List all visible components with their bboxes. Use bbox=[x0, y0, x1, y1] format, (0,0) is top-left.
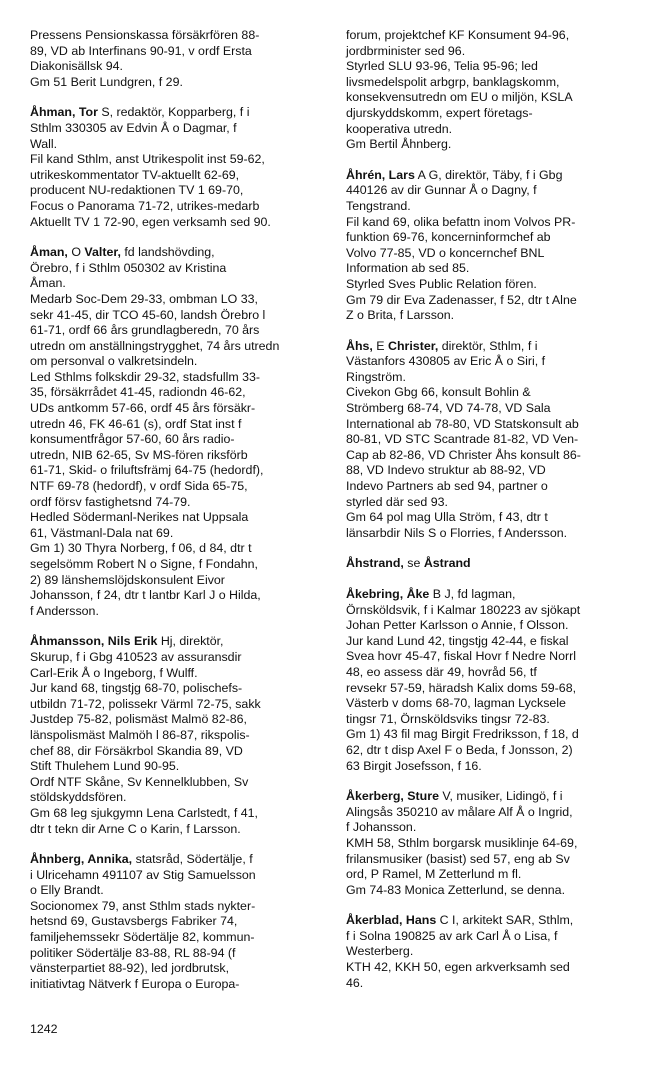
entry-heading-text: direktör, Sthlm, f i bbox=[438, 338, 538, 353]
entry-line: Åman. bbox=[30, 276, 66, 291]
entry-line: konsumentfrågor 57-60, 60 års radio- bbox=[30, 432, 235, 447]
entry-line: kooperativa utredn. bbox=[346, 121, 453, 136]
entry-line: Örnsköldsvik, f i Kalmar 180223 av sjökapt bbox=[346, 602, 581, 617]
entry-line: Focus o Panorama 71-72, utrikes-medarb bbox=[30, 198, 260, 213]
entry-line: chef 88, dir Försäkrbol Skandia 89, VD bbox=[30, 743, 243, 758]
biography-entry bbox=[30, 245, 324, 619]
entry-line: Gm 1) 43 fil mag Birgit Fredriksson, f 18, d bbox=[346, 727, 579, 742]
entry-line: Wall. bbox=[30, 136, 58, 151]
entry-heading-text: C I, arkitekt SAR, Sthlm, bbox=[436, 913, 574, 928]
entry-name: Åhman, Tor bbox=[30, 105, 98, 120]
entry-line: Alingsås 350210 av målare Alf Å o Ingrid, bbox=[346, 804, 573, 819]
entry-line: Örebro, f i Sthlm 050302 av Kristina bbox=[30, 260, 227, 275]
entry-line: Ordf NTF Skåne, Sv Kennelklubben, Sv bbox=[30, 774, 249, 789]
entry-line: f Andersson. bbox=[30, 603, 99, 618]
biography-entry bbox=[346, 913, 638, 991]
entry-line: Gm 64 pol mag Ulla Ström, f 43, dtr t bbox=[346, 510, 548, 525]
entry-line: Västanfors 430805 av Eric Å o Siri, f bbox=[346, 354, 546, 369]
entry-line: 35, försäkrrådet 41-45, radiondn 46-62, bbox=[30, 385, 246, 400]
entry-line: 61-71, ordf 66 års grundlagberedn, 70 års bbox=[30, 323, 260, 338]
entry-heading bbox=[30, 245, 324, 261]
entry-name: Åhmansson, Nils Erik bbox=[30, 634, 158, 649]
entry-line: Svea hovr 45-47, fiskal Hovr f Nedre Norrl bbox=[346, 649, 577, 664]
entry-name: Åkerberg, Sture bbox=[346, 789, 439, 804]
entry-line: NTF 69-78 (hedordf), v ordf Sida 65-75, bbox=[30, 479, 248, 494]
entry-line: Indevo Partners ab sed 94, partner o bbox=[346, 479, 548, 494]
entry-name: Åhrén, Lars bbox=[346, 167, 415, 182]
entry-line: Styrled Sves Public Relation fören. bbox=[346, 276, 537, 291]
entry-line: Jur kand Lund 42, tingstjg 42-44, e fiskal bbox=[346, 633, 569, 648]
entry-name: Åman, bbox=[30, 245, 68, 260]
entry-line: producent NU-redaktionen TV 1 69-70, bbox=[30, 183, 244, 198]
entry-heading-text: B J, fd lagman, bbox=[429, 587, 516, 601]
entry-line: Gm 51 Berit Lundgren, f 29. bbox=[30, 74, 183, 89]
entry-line: utredn 46, FK 46-61 (s), ordf Stat inst f bbox=[30, 416, 242, 431]
entry-line: Hedled Södermanl-Nerikes nat Uppsala bbox=[30, 510, 249, 525]
entry-line: djurskyddskomm, expert företags- bbox=[346, 105, 533, 120]
entry-line: funktion 69-76, koncerninformchef ab bbox=[346, 230, 551, 245]
entry-line: utredn om anställningstrygghet, 74 års utredn bbox=[30, 338, 280, 353]
entry-line: UDs antkomm 57-66, ordf 45 års försäkr- bbox=[30, 401, 256, 416]
page-number: 1242 bbox=[30, 1022, 58, 1036]
entry-line: KMH 58, Sthlm borgarsk musiklinje 64-69, bbox=[346, 835, 578, 850]
entry-heading bbox=[346, 789, 638, 805]
entry-line: Tengstrand. bbox=[346, 198, 411, 213]
entry-line: Z o Brita, f Larsson. bbox=[346, 308, 455, 323]
left-column bbox=[30, 28, 324, 1007]
entry-line: utredn, NIB 62-65, Sv MS-fören riksförb bbox=[30, 447, 248, 462]
entry-line: livsmedelspolit arbgrp, banklagskomm, bbox=[346, 74, 560, 89]
entry-line: Stift Thulehem Lund 90-95. bbox=[30, 759, 180, 774]
entry-line: Information ab sed 85. bbox=[346, 261, 470, 276]
entry-line: utbildn 71-72, polissekr Värml 72-75, sakk bbox=[30, 696, 261, 711]
entry-line: 80-81, VD STC Scantrade 81-82, VD Ven- bbox=[346, 432, 579, 447]
entry-line: Johansson, f 24, dtr t lantbr Karl J o Hilda, bbox=[30, 588, 261, 603]
entry-name: Åkerblad, Hans bbox=[346, 913, 437, 928]
entry-heading bbox=[30, 634, 324, 650]
entry-name: Åhstrand, bbox=[346, 556, 404, 571]
entry-line: frilansmusiker (basist) sed 57, eng ab Sv bbox=[346, 851, 570, 866]
entry-line: Skurup, f i Gbg 410523 av assuransdir bbox=[30, 649, 242, 664]
entry-heading bbox=[30, 105, 324, 121]
biography-entry bbox=[346, 28, 638, 153]
entry-line: ordf försv fastighetsnd 74-79. bbox=[30, 494, 191, 509]
entry-name-part: Valter, bbox=[84, 245, 121, 260]
entry-line: utrikeskommentator TV-aktuellt 62-69, bbox=[30, 167, 240, 182]
entry-line: Socionomex 79, anst Sthlm stads nykter- bbox=[30, 898, 256, 913]
entry-heading-text: statsråd, Södertälje, f bbox=[132, 852, 253, 867]
entry-line: Sthlm 330305 av Edvin Å o Dagmar, f bbox=[30, 120, 237, 135]
entry-line: 61-71, Skid- o friluftsfrämj 64-75 (hedordf), bbox=[30, 463, 264, 478]
entry-line: Fil kand 69, olika befattn inom Volvos PR- bbox=[346, 214, 576, 229]
entry-line: Cap ab 82-86, VD Christer Åhs konsult 86- bbox=[346, 447, 581, 462]
entry-line: Gm 79 dir Eva Zadenasser, f 52, dtr t Alne bbox=[346, 292, 577, 307]
entry-line: forum, projektchef KF Konsument 94-96, bbox=[346, 28, 570, 42]
entry-line: Civekon Gbg 66, konsult Bohlin & bbox=[346, 385, 531, 400]
entry-name: Åhnberg, Annika, bbox=[30, 852, 133, 867]
entry-line: f Johansson. bbox=[346, 820, 417, 835]
biography-entry bbox=[346, 168, 638, 324]
entry-heading bbox=[346, 556, 638, 572]
entry-name-part: Christer, bbox=[388, 338, 439, 353]
entry-heading bbox=[346, 913, 638, 929]
entry-heading bbox=[346, 587, 638, 603]
entry-line: Fil kand Sthlm, anst Utrikespolit inst 59-62, bbox=[30, 152, 265, 167]
entry-line: 63 Birgit Josefsson, f 16. bbox=[346, 758, 482, 773]
biography-entry bbox=[346, 556, 638, 572]
biography-entry bbox=[30, 28, 324, 90]
entry-line: vänsterpartiet 88-92), led jordbrutsk, bbox=[30, 961, 230, 976]
entry-line: Johan Petter Karlsson o Annie, f Olsson. bbox=[346, 618, 569, 633]
entry-line: Medarb Soc-Dem 29-33, ombman LO 33, bbox=[30, 291, 258, 306]
entry-line: Diakonisällsk 94. bbox=[30, 59, 123, 74]
right-column bbox=[346, 28, 638, 1006]
entry-line: länsarbdir Nils S o Florries, f Andersson. bbox=[346, 525, 568, 540]
entry-line: sekr 41-45, dir TCO 45-60, landsh Örebro l bbox=[30, 307, 266, 322]
entry-line: f i Solna 190825 av ark Carl Å o Lisa, f bbox=[346, 928, 558, 943]
entry-line: i Ulricehamn 491107 av Stig Samuelsson bbox=[30, 867, 256, 882]
entry-heading-text: Hj, direktör, bbox=[157, 634, 224, 649]
entry-name: Åkebring, Åke bbox=[346, 587, 430, 601]
entry-line: länspolismäst Malmöh l 86-87, rikspolis- bbox=[30, 727, 250, 742]
entry-line: 61, Västmanl-Dala nat 69. bbox=[30, 525, 174, 540]
entry-line: styrled där sed 93. bbox=[346, 494, 448, 509]
entry-name-part: Åstrand bbox=[423, 556, 471, 571]
entry-line: Jur kand 68, tingstjg 68-70, polischefs- bbox=[30, 681, 243, 696]
entry-line: Gm 68 leg sjukgymn Lena Carlstedt, f 41, bbox=[30, 805, 258, 820]
entry-heading bbox=[346, 339, 638, 355]
entry-line: ord, P Ramel, M Zetterlund m fl. bbox=[346, 867, 522, 882]
entry-line: Västerb v doms 68-70, lagman Lycksele bbox=[346, 696, 566, 711]
biography-entry bbox=[30, 634, 324, 837]
entry-line: stöldskyddsfören. bbox=[30, 790, 127, 805]
entry-heading-text: fd landshövding, bbox=[120, 245, 215, 260]
entry-heading bbox=[30, 852, 324, 868]
entry-line: Gm 1) 30 Thyra Norberg, f 06, d 84, dtr t bbox=[30, 541, 252, 556]
entry-line: dtr t tekn dir Arne C o Karin, f Larsson. bbox=[30, 821, 241, 836]
entry-line: konsekvensutredn om EU o miljön, KSLA bbox=[346, 90, 573, 105]
entry-line: 48, eo assess där 49, hovråd 56, tf bbox=[346, 664, 537, 679]
entry-line: 46. bbox=[346, 975, 364, 990]
entry-line: Pressens Pensionskassa försäkrfören 88- bbox=[30, 28, 260, 42]
entry-line: 89, VD ab Interfinans 90-91, v ordf Ersta bbox=[30, 43, 252, 58]
entry-heading-text: V, musiker, Lidingö, f i bbox=[438, 789, 563, 804]
entry-line: 2) 89 länshemslöjdskonsulent Eivor bbox=[30, 572, 225, 587]
biography-entry bbox=[346, 789, 638, 898]
biography-entry bbox=[346, 587, 638, 774]
entry-line: familjehemssekr Södertälje 82, kommun- bbox=[30, 930, 255, 945]
entry-line: Led Sthlms folkskdir 29-32, stadsfullm 33- bbox=[30, 369, 261, 384]
entry-line: Ringström. bbox=[346, 369, 406, 384]
entry-line: Justdep 75-82, polismäst Malmö 82-86, bbox=[30, 712, 247, 727]
entry-line: Volvo 77-85, VD o koncernchef BNL bbox=[346, 245, 545, 260]
entry-line: Gm Bertil Åhnberg. bbox=[346, 137, 452, 152]
entry-line: 62, dtr t disp Axel F o Beda, f Jonsson, 2) bbox=[346, 742, 573, 757]
entry-line: politiker Södertälje 83-88, RL 88-94 (f bbox=[30, 945, 236, 960]
entry-line: 440126 av dir Gunnar Å o Dagny, f bbox=[346, 183, 537, 198]
entry-line: 88, VD Indevo struktur ab 88-92, VD bbox=[346, 463, 546, 478]
entry-line: KTH 42, KKH 50, egen arkverksamh sed bbox=[346, 960, 570, 975]
entry-line: o Elly Brandt. bbox=[30, 883, 104, 898]
entry-line: jordbrminister sed 96. bbox=[346, 43, 466, 58]
entry-line: Aktuellt TV 1 72-90, egen verksamh sed 90. bbox=[30, 214, 271, 229]
entry-line: initiativtag Nätverk f Europa o Europa- bbox=[30, 976, 240, 991]
entry-heading-text: S, redaktör, Kopparberg, f i bbox=[97, 105, 250, 120]
entry-heading-text: se bbox=[403, 556, 424, 571]
biography-entry bbox=[346, 339, 638, 542]
biography-entry bbox=[30, 105, 324, 230]
entry-line: segelsömm Robert N o Signe, f Fondahn, bbox=[30, 557, 258, 571]
entry-line: Westerberg. bbox=[346, 944, 414, 959]
entry-heading bbox=[346, 168, 638, 184]
entry-heading-text: O bbox=[67, 245, 85, 260]
entry-heading-text: A G, direktör, Täby, f i Gbg bbox=[414, 167, 563, 182]
entry-line: Styrled SLU 93-96, Telia 95-96; led bbox=[346, 59, 538, 74]
entry-line: tingsr 71, Örnsköldsviks tingsr 72-83. bbox=[346, 711, 550, 726]
entry-line: International ab 78-80, VD Statskonsult ab bbox=[346, 416, 579, 431]
entry-line: hetsnd 69, Gustavsbergs Fabriker 74, bbox=[30, 914, 238, 929]
entry-heading-text: E bbox=[372, 338, 389, 353]
entry-line: Carl-Erik Å o Ingeborg, f Wulff. bbox=[30, 665, 198, 680]
entry-line: om personval o valkretsindeln. bbox=[30, 354, 198, 369]
entry-line: Strömberg 68-74, VD 74-78, VD Sala bbox=[346, 401, 551, 416]
entry-line: Gm 74-83 Monica Zetterlund, se denna. bbox=[346, 882, 566, 897]
entry-line: revsekr 57-59, häradsh Kalix doms 59-68, bbox=[346, 680, 577, 695]
biography-entry bbox=[30, 852, 324, 992]
entry-name: Åhs, bbox=[346, 338, 373, 353]
